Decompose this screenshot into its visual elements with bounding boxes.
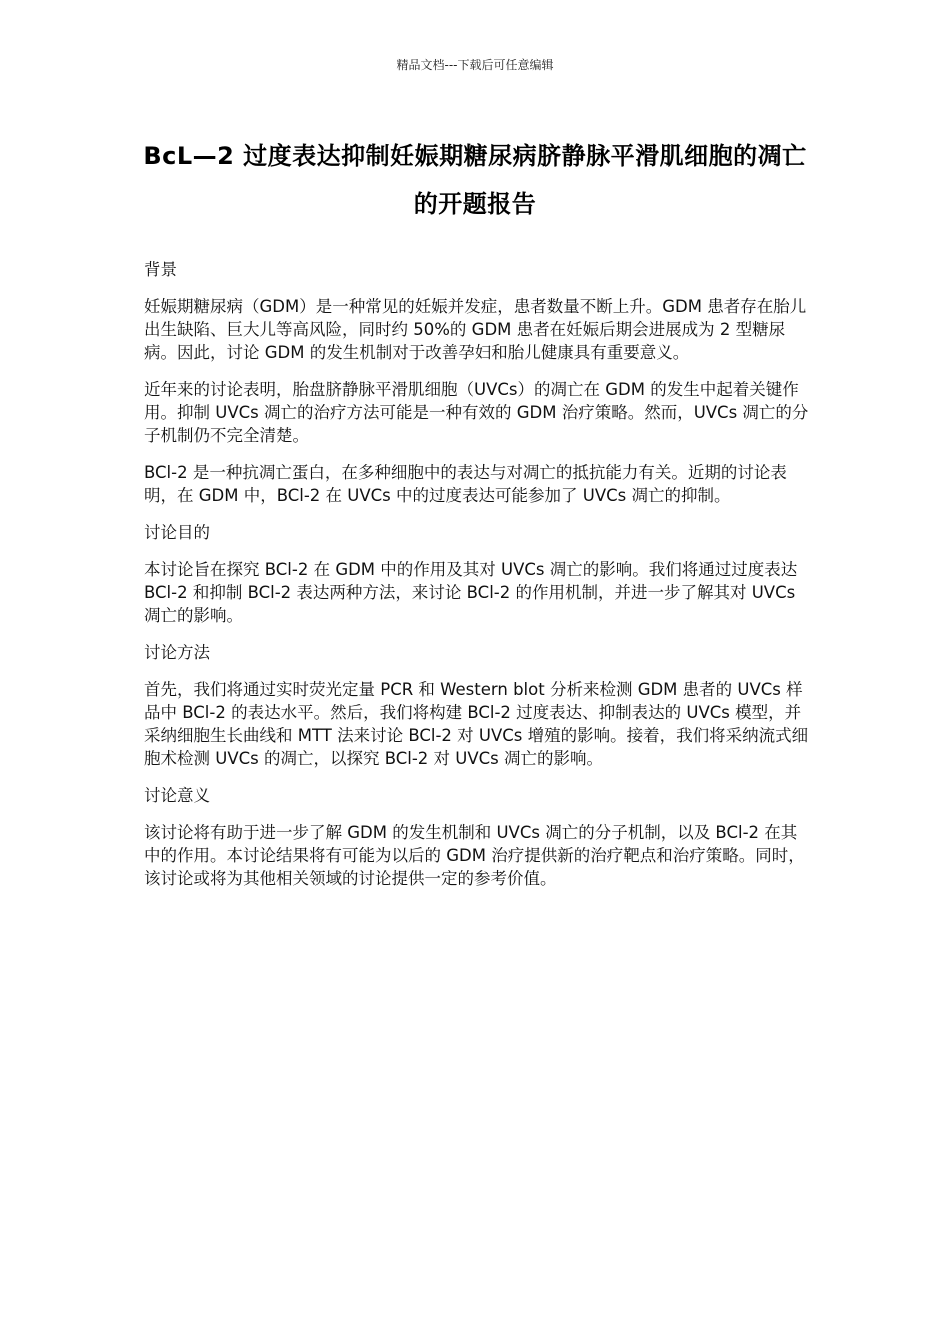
document-body (144, 258, 812, 904)
paragraph: 首先，我们将通过实时荧光定量 PCR 和 Western blot 分析来检测 GDM 患者的 UVCs 样品中 BCl-2 的表达水平。然后，我们将构建 BCl-2 过度表达、抑制表达的 UVCs 模型，并采纳细胞生长曲线和 MTT 法来讨论 BCl-2 对 UVCs 增殖的影响。接着，我们将采纳流式细胞术检测 UVCs 的凋亡，以探究 BCl-2 对 UVCs 凋亡的影响。 (144, 680, 809, 768)
section-heading-purpose: 讨论目的 (144, 523, 210, 542)
paragraph: BCl-2 是一种抗凋亡蛋白，在多种细胞中的表达与对凋亡的抵抗能力有关。近期的讨论表明，在 GDM 中，BCl-2 在 UVCs 中的过度表达可能参加了 UVCs 凋亡的抑制。 (144, 463, 787, 505)
section-heading-methods: 讨论方法 (144, 643, 210, 662)
paragraph: 妊娠期糖尿病（GDM）是一种常见的妊娠并发症，患者数量不断上升。GDM 患者存在胎儿出生缺陷、巨大儿等高风险，同时约 50%的 GDM 患者在妊娠后期会进展成为 2 型糖尿病。因此，讨论 GDM 的发生机制对于改善孕妇和胎儿健康具有重要意义。 (144, 297, 807, 362)
section-heading-background: 背景 (144, 260, 177, 279)
paragraph: 本讨论旨在探究 BCl-2 在 GDM 中的作用及其对 UVCs 凋亡的影响。我们将通过过度表达 BCl-2 和抑制 BCl-2 表达两种方法，来讨论 BCl-2 的作用机制，并进一步了解其对 UVCs 凋亡的影响。 (144, 560, 798, 625)
document-title: BcL—2 过度表达抑制妊娠期糖尿病脐静脉平滑肌细胞的凋亡的开题报告 (143, 142, 807, 218)
page-header: 精品文档---下载后可任意编辑 (396, 58, 554, 72)
section-heading-significance: 讨论意义 (144, 786, 210, 805)
paragraph: 该讨论将有助于进一步了解 GDM 的发生机制和 UVCs 凋亡的分子机制，以及 BCl-2 在其中的作用。本讨论结果将有可能为以后的 GDM 治疗提供新的治疗靶点和治疗策略。同时，该讨论或将为其他相关领域的讨论提供一定的参考价值。 (144, 823, 805, 888)
paragraph: 近年来的讨论表明，胎盘脐静脉平滑肌细胞（UVCs）的凋亡在 GDM 的发生中起着关键作用。抑制 UVCs 凋亡的治疗方法可能是一种有效的 GDM 治疗策略。然而，UVCs 凋亡的分子机制仍不完全清楚。 (144, 380, 809, 445)
